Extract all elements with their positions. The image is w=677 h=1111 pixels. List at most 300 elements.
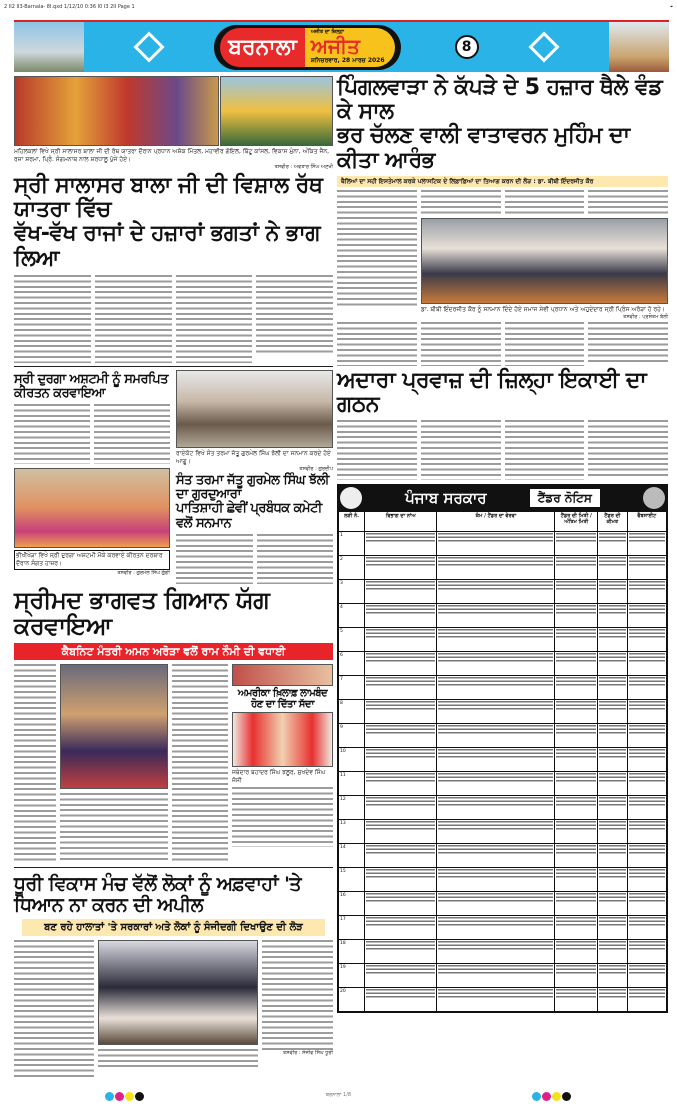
illegible-text xyxy=(438,917,553,927)
row-number: 19 xyxy=(339,964,365,988)
illegible-text xyxy=(556,821,596,831)
headline-pravaz: ਅਦਾਰਾ ਪ੍ਰਵਾਜ਼ ਦੀ ਜ਼ਿਲ੍ਹਾ ਇਕਾਈ ਦਾ ਗਠਨ xyxy=(337,367,647,417)
tender-cell xyxy=(365,604,437,628)
photo-credit: ਤਸਵੀਰ : ਸੰਜੀਵ ਸਿੰਘ ਧੂਰੀ xyxy=(283,1049,333,1056)
brand-name: ਅਜੀਤ xyxy=(310,33,360,58)
tender-cell xyxy=(598,772,628,796)
illegible-text xyxy=(599,893,626,903)
headline-pingalwara-2: ਭਰ ਚੱਲਣ ਵਾਲੀ ਵਾਤਾਵਰਨ ਮੁਹਿੰਮ ਦਾ ਕੀਤਾ ਆਰੰਭ xyxy=(337,123,630,173)
tender-row xyxy=(339,964,667,988)
illegible-text xyxy=(599,845,626,855)
tender-cell xyxy=(555,964,598,988)
col-header: ਕੰਮ / ਟੈਂਡਰ ਦਾ ਵੇਰਵਾ xyxy=(437,512,555,532)
tender-cell xyxy=(365,820,437,844)
illegible-text xyxy=(556,845,596,855)
tender-row xyxy=(339,676,667,700)
illegible-text xyxy=(366,725,435,735)
illegible-text xyxy=(438,869,553,879)
tender-cell xyxy=(555,940,598,964)
illegible-text xyxy=(438,773,553,783)
tender-cell xyxy=(437,532,555,556)
masthead xyxy=(14,20,669,72)
illegible-text xyxy=(599,917,626,927)
tender-row xyxy=(339,940,667,964)
chimney-photo xyxy=(609,22,669,72)
tender-table xyxy=(338,511,667,1012)
illegible-text xyxy=(366,701,435,711)
row-number: 2 xyxy=(339,556,365,580)
tender-cell xyxy=(365,796,437,820)
illegible-text xyxy=(556,677,596,687)
illegible-text xyxy=(438,533,553,543)
illegible-text xyxy=(366,989,435,999)
tender-row xyxy=(339,796,667,820)
row-number: 13 xyxy=(339,820,365,844)
honour-photo xyxy=(176,370,333,448)
illegible-text xyxy=(599,869,626,879)
tender-cell xyxy=(627,532,666,556)
col-header: ਵਿਭਾਗ ਦਾ ਨਾਂਅ xyxy=(365,512,437,532)
color-registration-dots xyxy=(532,1086,572,1105)
tender-cell xyxy=(555,604,598,628)
tender-cell xyxy=(365,676,437,700)
col-header: ਟੈਂਡਰ ਦੀ ਕੀਮਤ xyxy=(598,512,628,532)
logo-icon xyxy=(643,487,665,509)
headline-america-2: ਹੋਣ ਦਾ ਦਿੱਤਾ ਸੱਦਾ xyxy=(251,698,314,710)
article-body xyxy=(256,275,333,355)
article-body xyxy=(505,322,585,366)
tender-cell xyxy=(598,652,628,676)
tender-cell xyxy=(437,580,555,604)
illegible-text xyxy=(366,797,435,807)
illegible-text xyxy=(438,581,553,591)
illegible-text xyxy=(556,869,596,879)
photo-caption: ਮਹਿਲਕਲਾਂ ਵਿਖੇ ਸ੍ਰੀ ਸਾਲਾਸਰ ਬਾਲਾ ਜੀ ਦੀ ਰੱਥ ਯਾਤਰਾ ਦੌਰਾਨ ਪ੍ਰਧਾਨ ਅਸ਼ੋਕ ਮਿੱਤਲ, ਮਹਾਵੀਰ ਗੋਇਲ, ਬਿੱਟੂ ਕਾਂਸਲ, ਵਿਕਾਸ ਮੁੰਨਾ, ਅੰਕਿਤ ਜੈਨ, ਰਜ਼ਾ ਸ਼ਰਮਾ, ਪ੍ਰਿੰ. ਸੰਗਮਨਾਥ ਨਾਲ ਸ਼ਰਧਾਲੂ ਪੁੱਜੇ ਹੋਏ। xyxy=(14,148,330,163)
gate-photo xyxy=(14,22,84,72)
illegible-text xyxy=(599,773,626,783)
illegible-text xyxy=(556,533,596,543)
page-number: 8 xyxy=(455,35,479,59)
tender-cell xyxy=(437,700,555,724)
illegible-text xyxy=(438,821,553,831)
tender-cell xyxy=(365,916,437,940)
illegible-text xyxy=(556,989,596,999)
illegible-text xyxy=(599,677,626,687)
row-number: 18 xyxy=(339,940,365,964)
illegible-text xyxy=(438,629,553,639)
headline-salasar-2: ਵੱਖ-ਵੱਖ ਰਾਜਾਂ ਦੇ ਹਜ਼ਾਰਾਂ ਭਗਤਾਂ ਨੇ ਭਾਗ ਲਿਆ xyxy=(14,221,321,271)
tender-cell xyxy=(598,556,628,580)
illegible-text xyxy=(556,653,596,663)
article-body xyxy=(98,1049,258,1069)
article-body xyxy=(337,322,417,366)
illegible-text xyxy=(366,917,435,927)
article-body xyxy=(588,322,668,362)
tender-cell xyxy=(598,820,628,844)
color-registration-dots xyxy=(105,1086,145,1105)
tender-cell xyxy=(437,940,555,964)
illegible-text xyxy=(366,629,435,639)
tender-cell xyxy=(365,748,437,772)
tender-cell xyxy=(598,604,628,628)
row-number: 20 xyxy=(339,988,365,1012)
portraits-photo xyxy=(232,712,333,767)
tender-row xyxy=(339,748,667,772)
tender-cell xyxy=(598,892,628,916)
tender-cell xyxy=(437,796,555,820)
illegible-text xyxy=(629,773,665,783)
illegible-text xyxy=(599,701,626,711)
illegible-text xyxy=(556,725,596,735)
tender-cell xyxy=(598,940,628,964)
illegible-text xyxy=(599,797,626,807)
article-body xyxy=(95,275,172,363)
headline-durga: ਸ੍ਰੀ ਦੁਰਗਾ ਅਸ਼ਟਮੀ ਨੂੰ ਸਮਰਪਿਤ ਕੀਰਤਨ ਕਰਵਾਇਆ xyxy=(14,371,168,402)
tender-cell xyxy=(437,748,555,772)
tender-row xyxy=(339,724,667,748)
tender-row xyxy=(339,700,667,724)
illegible-text xyxy=(629,701,665,711)
headline-bhagwat: ਸ੍ਰੀਮਦ ਭਾਗਵਤ ਗਿਆਨ ਯੱਗ ਕਰਵਾਇਆ xyxy=(14,585,270,641)
illegible-text xyxy=(629,653,665,663)
illegible-text xyxy=(438,965,553,975)
tender-cell xyxy=(598,844,628,868)
yagya-photo xyxy=(60,664,168,789)
tender-cell xyxy=(627,868,666,892)
illegible-text xyxy=(366,581,435,591)
illegible-text xyxy=(599,629,626,639)
row-number: 17 xyxy=(339,916,365,940)
illegible-text xyxy=(629,797,665,807)
tender-cell xyxy=(627,940,666,964)
photo-caption: ਡਾ. ਬੀਬੀ ਇੰਦਰਜੀਤ ਕੌਰ ਨੂੰ ਸਨਮਾਨ ਦਿੰਦੇ ਹੋਏ ਸਮਾਜ ਸੇਵੀ ਪ੍ਰਧਾਨ ਅਤੇ ਅਹੁਦੇਦਾਰ ਸ੍ਰੀ ਪ੍ਰਿੰਸ ਅਰੋੜਾ ਹੋ ਰਹੇ। xyxy=(421,305,665,313)
tender-cell xyxy=(627,676,666,700)
tender-cell xyxy=(555,892,598,916)
tender-cell xyxy=(365,580,437,604)
tender-cell xyxy=(627,652,666,676)
illegible-text xyxy=(556,701,596,711)
illegible-text xyxy=(366,893,435,903)
illegible-text xyxy=(556,917,596,927)
illegible-text xyxy=(438,677,553,687)
tender-cell xyxy=(627,820,666,844)
diamond-ornament xyxy=(528,31,559,62)
tender-cell xyxy=(365,700,437,724)
article-body xyxy=(14,664,56,864)
illegible-text xyxy=(629,677,665,687)
tender-cell xyxy=(365,868,437,892)
tender-cell xyxy=(365,892,437,916)
article-body xyxy=(262,940,333,1050)
tender-cell xyxy=(627,988,666,1012)
tender-cell xyxy=(598,628,628,652)
row-number: 1 xyxy=(339,532,365,556)
tender-cell xyxy=(598,868,628,892)
article-body xyxy=(421,190,501,214)
article-body xyxy=(14,404,90,464)
tender-row xyxy=(339,868,667,892)
tender-cell xyxy=(365,772,437,796)
tender-row xyxy=(339,580,667,604)
issue-date: ਸ਼ਨਿਚਰਵਾਰ, 28 ਮਾਰਚ 2026 xyxy=(310,56,385,64)
col-header: ਵੈੱਬਸਾਈਟ xyxy=(627,512,666,532)
article-body xyxy=(176,275,253,363)
illegible-text xyxy=(438,749,553,759)
article-body xyxy=(505,420,585,480)
photo-caption: ਰਾਏਕੋਟ ਵਿਖੇ ਸੰਤ ਤਰਮਾ ਜੱਤੂ ਗੁਰਮੇਲ ਸਿੰਘ ਝੱਲੀ ਦਾ ਸਨਮਾਨ ਕਰਦੇ ਹੋਏ ਆਗੂ। xyxy=(176,449,331,465)
tender-cell xyxy=(365,964,437,988)
illegible-text xyxy=(366,965,435,975)
tender-cell xyxy=(365,724,437,748)
tender-cell xyxy=(437,916,555,940)
article-body xyxy=(505,190,585,214)
tender-cell xyxy=(555,844,598,868)
tender-cell xyxy=(555,868,598,892)
article-body xyxy=(14,275,91,363)
tender-title: ਟੈਂਡਰ ਨੋਟਿਸ xyxy=(530,489,600,507)
illegible-text xyxy=(438,989,553,999)
tender-cell xyxy=(365,556,437,580)
illegible-text xyxy=(629,605,665,615)
tender-header xyxy=(338,485,667,511)
tender-cell xyxy=(598,796,628,820)
illegible-text xyxy=(556,581,596,591)
illegible-text xyxy=(438,557,553,567)
illegible-text xyxy=(629,581,665,591)
illegible-text xyxy=(629,845,665,855)
registration-mark: ⌖ xyxy=(670,4,673,10)
article-body xyxy=(232,787,333,847)
article-body xyxy=(94,404,170,464)
masthead-logo xyxy=(214,25,400,70)
article-body xyxy=(176,534,253,584)
illegible-text xyxy=(438,605,553,615)
illegible-text xyxy=(629,941,665,951)
tender-cell xyxy=(437,556,555,580)
footer xyxy=(14,1086,663,1105)
illegible-text xyxy=(366,821,435,831)
tender-cell xyxy=(555,820,598,844)
article-body xyxy=(172,664,228,864)
punjab-emblem-icon xyxy=(340,487,362,509)
diamond-ornament xyxy=(134,31,165,62)
tender-row xyxy=(339,988,667,1012)
illegible-text xyxy=(629,725,665,735)
tender-cell xyxy=(555,700,598,724)
tender-cell xyxy=(365,532,437,556)
tender-cell xyxy=(365,844,437,868)
illegible-text xyxy=(556,797,596,807)
kirtan-photo xyxy=(14,468,170,548)
tender-cell xyxy=(437,724,555,748)
tender-cell xyxy=(627,556,666,580)
tender-cell xyxy=(365,940,437,964)
headline-dhuri: ਧੂਰੀ ਵਿਕਾਸ ਮੰਚ ਵੱਲੋਂ ਲੋਕਾਂ ਨੂੰ ਅਫ਼ਵਾਹਾਂ 'ਤੇ ਧਿਆਨ ਨਾ ਕਰਨ ਦੀ ਅਪੀਲ xyxy=(14,872,302,916)
illegible-text xyxy=(366,941,435,951)
illegible-text xyxy=(556,749,596,759)
headline-gurdwara-1: ਸੰਤ ਤਰਮਾ ਜੱਤੂ ਗੁਰਮੇਲ ਸਿੰਘ ਝੱਲੀ ਦਾ ਗੁਰਦੁਆਰਾ xyxy=(176,472,329,503)
press-meet-photo xyxy=(98,940,258,1045)
tender-cell xyxy=(598,532,628,556)
article-body xyxy=(421,420,501,480)
illegible-text xyxy=(366,845,435,855)
row-number: 3 xyxy=(339,580,365,604)
photo-caption: ਭੀਖੀਖੇੜਾ ਵਿਖੇ ਸ੍ਰੀ ਦੁਰਗਾ ਅਸ਼ਟਮੀ ਮੌਕੇ ਕਰਵਾਏ ਕੀਰਤਨ ਦਰਬਾਰ ਦੌਰਾਨ ਸੰਗਤ ਹਾਜ਼ਰ। xyxy=(14,550,170,570)
tender-cell xyxy=(437,892,555,916)
article-body xyxy=(337,420,417,480)
illegible-text xyxy=(599,749,626,759)
tender-cell xyxy=(627,796,666,820)
tender-cell xyxy=(627,772,666,796)
bags-distribution-photo xyxy=(421,218,668,304)
row-number: 14 xyxy=(339,844,365,868)
row-number: 8 xyxy=(339,700,365,724)
tender-cell xyxy=(437,628,555,652)
illegible-text xyxy=(629,533,665,543)
tender-cell xyxy=(627,844,666,868)
photo-credit: ਤਸਵੀਰ : ਪ੍ਰਸ਼ੋਤਮ ਬੱਲੀ xyxy=(623,313,668,320)
tender-cell xyxy=(555,628,598,652)
illegible-text xyxy=(556,965,596,975)
row-number: 11 xyxy=(339,772,365,796)
article-body xyxy=(337,190,417,308)
edition-name: ਬਰਨਾਲਾ xyxy=(220,28,305,67)
illegible-text xyxy=(366,605,435,615)
tender-cell xyxy=(555,532,598,556)
tender-cell xyxy=(437,820,555,844)
tender-cell xyxy=(555,916,598,940)
article-body xyxy=(421,322,501,366)
photo-credit: ਤਸਵੀਰ : ਗੁਰਦੀਪ xyxy=(299,465,333,472)
illegible-text xyxy=(629,917,665,927)
illegible-text xyxy=(599,821,626,831)
tender-row xyxy=(339,772,667,796)
illegible-text xyxy=(599,941,626,951)
tender-cell xyxy=(555,556,598,580)
procession-photo-2 xyxy=(220,76,333,146)
illegible-text xyxy=(366,653,435,663)
article-body xyxy=(14,940,94,1080)
tender-cell xyxy=(437,772,555,796)
illegible-text xyxy=(438,725,553,735)
headline-salasar-1: ਸ੍ਰੀ ਸਾਲਾਸਰ ਬਾਲਾ ਜੀ ਦੀ ਵਿਸ਼ਾਲ ਰੱਥ ਯਾਤਰਾ ਵਿੱਚ xyxy=(14,173,323,223)
row-number: 5 xyxy=(339,628,365,652)
row-number: 7 xyxy=(339,676,365,700)
tender-cell xyxy=(627,604,666,628)
illegible-text xyxy=(556,629,596,639)
tender-cell xyxy=(437,988,555,1012)
col-header: ਲੜੀ ਨੰ. xyxy=(339,512,365,532)
illegible-text xyxy=(438,893,553,903)
illegible-text xyxy=(599,653,626,663)
tender-row xyxy=(339,628,667,652)
tender-cell xyxy=(555,772,598,796)
tender-cell xyxy=(627,580,666,604)
illegible-text xyxy=(366,773,435,783)
tender-cell xyxy=(627,964,666,988)
tender-cell xyxy=(555,652,598,676)
tender-row xyxy=(339,892,667,916)
tender-cell xyxy=(598,964,628,988)
headline-america-1: ਅਮਰੀਕਾ ਖ਼ਿਲਾਫ਼ ਲਾਮਬੰਦ xyxy=(237,687,328,699)
tender-cell xyxy=(555,580,598,604)
illegible-text xyxy=(366,557,435,567)
row-number: 4 xyxy=(339,604,365,628)
illegible-text xyxy=(599,989,626,999)
tender-cell xyxy=(555,724,598,748)
illegible-text xyxy=(629,989,665,999)
illegible-text xyxy=(629,557,665,567)
tender-cell xyxy=(365,988,437,1012)
tagline: ਅਜੀਤ ਦਾ ਜ਼ਿਲ੍ਹਾ xyxy=(310,28,345,35)
illegible-text xyxy=(366,533,435,543)
illegible-text xyxy=(599,533,626,543)
tender-cell xyxy=(437,964,555,988)
illegible-text xyxy=(366,749,435,759)
tender-cell xyxy=(627,724,666,748)
subheadline-bhagwat: ਕੈਬਨਿਟ ਮੰਤਰੀ ਅਮਨ ਅਰੋੜਾ ਵਲੋਂ ਰਾਮ ਨੌਮੀ ਦੀ ਵਧਾਈ xyxy=(14,643,333,660)
row-number: 9 xyxy=(339,724,365,748)
tender-cell xyxy=(598,724,628,748)
row-number: 6 xyxy=(339,652,365,676)
tender-cell xyxy=(598,700,628,724)
tender-cell xyxy=(598,916,628,940)
footer-label: ਬਰਨਾਲਾ 1/8 xyxy=(325,1092,352,1098)
tender-cell xyxy=(437,604,555,628)
tender-row xyxy=(339,556,667,580)
tender-row xyxy=(339,604,667,628)
tender-cell xyxy=(365,652,437,676)
tender-cell xyxy=(627,748,666,772)
illegible-text xyxy=(556,605,596,615)
illegible-text xyxy=(599,965,626,975)
illegible-text xyxy=(629,869,665,879)
col-header: ਟੈਂਡਰ ਦੀ ਮਿਤੀ / ਅੰਤਿਮ ਮਿਤੀ xyxy=(555,512,598,532)
illegible-text xyxy=(629,965,665,975)
tender-notice xyxy=(337,484,668,1013)
illegible-text xyxy=(556,773,596,783)
tender-org: ਪੰਜਾਬ ਸਰਕਾਰ xyxy=(405,489,487,508)
tender-cell xyxy=(437,652,555,676)
tender-row xyxy=(339,532,667,556)
illegible-text xyxy=(599,605,626,615)
tender-cell xyxy=(627,892,666,916)
row-number: 10 xyxy=(339,748,365,772)
illegible-text xyxy=(599,557,626,567)
subheadline-dhuri: ਬਣ ਰਹੇ ਹਾਲਾਤਾਂ 'ਤੇ ਸਰਕਾਰਾਂ ਅਤੇ ਲੋਕਾਂ ਨੂੰ ਸੰਜੀਦਗੀ ਦਿਖਾਉਣ ਦੀ ਲੋੜ xyxy=(22,919,325,936)
subheadline-pingalwara: ਥੈਲਿਆਂ ਦਾ ਸਹੀ ਇਸਤੇਮਾਲ ਕਰਕੇ ਪਲਾਸਟਿਕ ਦੇ ਲਿਫ਼ਾਫ਼ਿਆਂ ਦਾ ਤਿਆਗ ਕਰਨ ਦੀ ਲੋੜ : ਡਾ. ਬੀਬੀ ਇੰਦਰਜੀਤ ਕੌਰ xyxy=(337,176,668,187)
tender-cell xyxy=(555,796,598,820)
illegible-text xyxy=(599,725,626,735)
illegible-text xyxy=(438,653,553,663)
illegible-text xyxy=(556,557,596,567)
tender-cell xyxy=(598,580,628,604)
event-photo xyxy=(232,664,333,686)
illegible-text xyxy=(556,893,596,903)
photo-credit: ਤਸਵੀਰ : ਗੁਰਮੇਲ ਸਿੰਘ ਗੁੱਗੀ xyxy=(117,570,170,577)
tender-row xyxy=(339,916,667,940)
tender-cell xyxy=(598,748,628,772)
row-number: 15 xyxy=(339,868,365,892)
illegible-text xyxy=(629,629,665,639)
illegible-text xyxy=(629,893,665,903)
illegible-text xyxy=(599,581,626,591)
illegible-text xyxy=(366,677,435,687)
headline-pingalwara-1: ਪਿੰਗਲਵਾੜਾ ਨੇ ਕੱਪੜੇ ਦੇ 5 ਹਜ਼ਾਰ ਥੈਲੇ ਵੰਡ ਕੇ ਸਾਲ xyxy=(337,75,663,125)
tender-cell xyxy=(555,748,598,772)
illegible-text xyxy=(629,821,665,831)
tender-cell xyxy=(555,988,598,1012)
